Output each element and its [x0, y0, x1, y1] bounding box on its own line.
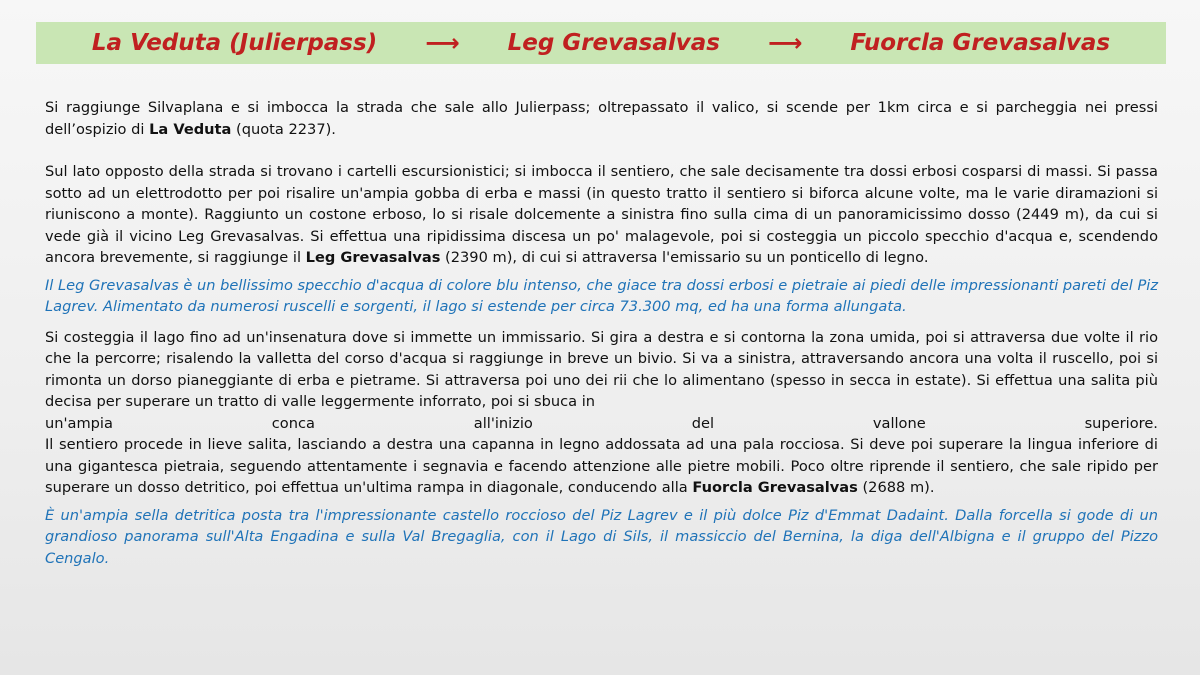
lake-name: Leg Grevasalvas — [305, 249, 441, 266]
lake-note: Il Leg Grevasalvas è un bellissimo specchio d'acqua di colore blu intenso, che giace tra dossi erbosi e pietraie ai piedi delle impressionanti pareti del Piz Lagrev. Alimentato da numerosi ruscelli e sorgenti, il lago si estende per circa 73.300 mq, ed ha una forma allungata. — [45, 276, 1158, 315]
route-description — [45, 97, 1158, 569]
final-ascent-paragraph: Il sentiero procede in lieve salita, lasciando a destra una capanna in legno addossata ad una pala rocciosa. Si deve poi superare la lingua inferiore di una gigantesca pietraia, seguendo attentamente i segnavia e facendo attenzione alle pietre mobili. Poco oltre riprende il sentiero, che sale ripido per superare un dosso detritico, poi effettua un'ultima rampa in diagonale, conducendo alla Fuorcla Grevasalvas (2688 m). — [45, 436, 1158, 496]
route-header — [36, 22, 1166, 64]
route-arrow-icon: ⟶ — [425, 29, 460, 57]
lake-to-pass-paragraph: Si costeggia il lago fino ad un'insenatura dove si immette un immissario. Si gira a destra e si contorna la zona umida, poi si attraversa due volte il rio che la percorre; risalendo la valletta del corso d'acqua si raggiunge in breve un bivio. Si va a sinistra, attraversando ancora una volta il ruscello, poi si rimonta un dorso pianeggiante di erba e pietrame. Si attraversa poi uno dei rii che lo alimentano (spesso in secca in estate). Si effettua una salita più decisa per superare un tratto di valle leggermente inforrato, poi si sbuca in — [45, 328, 1158, 410]
route-end: Fuorcla Grevasalvas — [850, 30, 1111, 56]
pass-note: È un'ampia sella detritica posta tra l'impressionante castello roccioso del Piz Lagrev e il più dolce Piz d'Emmat Dadaint. Dalla forcella si gode di un grandioso panorama sull'Alta Engadina e sulla Val Bregaglia, con il Lago di Sils, il massiccio del Bernina, la diga dell'Albigna e il gruppo del Pizzo Cengalo. — [45, 506, 1158, 567]
route-middle: Leg Grevasalvas — [507, 30, 720, 56]
route-arrow-icon: ⟶ — [767, 29, 803, 57]
route-start: La Veduta (Julierpass) — [91, 30, 378, 56]
pass-name: Fuorcla Grevasalvas — [692, 479, 858, 496]
intro-paragraph: Si raggiunge Silvaplana e si imbocca la strada che sale allo Julierpass; oltrepassato il valico, si scende per 1km circa e si parcheggia nei pressi dell’ospizio di La Veduta (quota 2237). — [45, 99, 1158, 138]
ascent-paragraph: Sul lato opposto della strada si trovano i cartelli escursionistici; si imbocca il sentiero, che sale decisamente tra dossi erbosi cosparsi di massi. Si passa sotto ad un elettrodotto per poi risalire un'ampia gobba di erba e massi (in questo tratto il sentiero si biforca alcune volte, ma le varie diramazioni si riuniscono a monte). Raggiunto un costone erboso, lo si risale dolcemente a sinistra fino sulla cima di un panoramicissimo dosso (2449 m), da cui si vede già il vicino Leg Grevasalvas. Si effettua una ripidissima discesa un po' malagevole, poi si costeggia un piccolo specchio d'acqua e, scendendo ancora brevemente, si raggiunge il Leg Grevasalvas (2390 m), di cui si attraversa l'emissario su un ponticello di legno. — [45, 163, 1158, 266]
start-location: La Veduta — [149, 120, 232, 138]
justified-line: un'ampia conca all'inizio del vallone superiore. — [45, 414, 1158, 432]
